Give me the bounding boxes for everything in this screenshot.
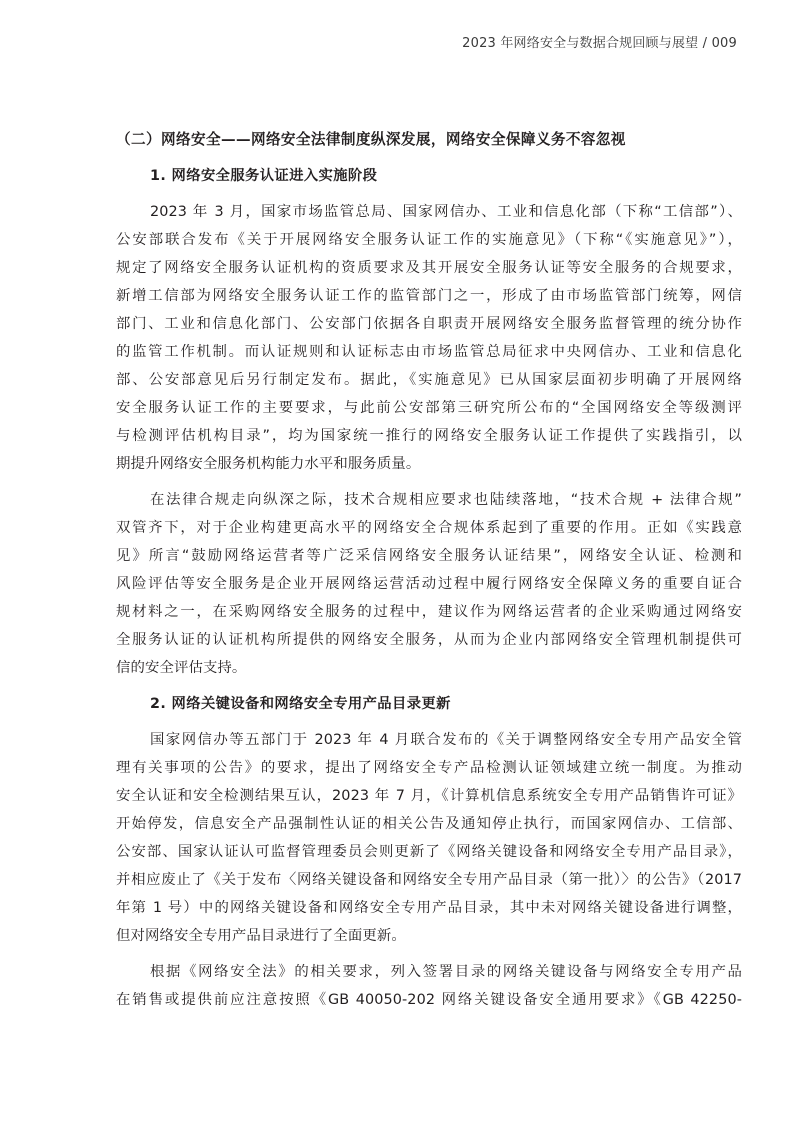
text-line: 安全认证和安全检测结果互认，2023 年 7 月，《计算机信息系统安全专用产品销售许可证》 bbox=[116, 788, 742, 804]
text-line: 全服务认证的认证机构所提供的网络安全服务，从而为企业内部网络安全管理机制提供可 bbox=[116, 632, 742, 648]
text-line: 双管齐下，对于企业构建更高水平的网络安全合规体系起到了重要的作用。正如《实践意 bbox=[116, 520, 742, 536]
text-line: 在法律合规走向纵深之际，技术合规相应要求也陆续落地，“技术合规 + 法律合规” bbox=[150, 492, 742, 508]
text-line: 公安部联合发布《关于开展网络安全服务认证工作的实施意见》（下称“《实施意见》”）， bbox=[116, 232, 742, 248]
text-line: 风险评估等安全服务是企业开展网络运营活动过程中履行网络安全保障义务的重要自证合 bbox=[116, 576, 742, 592]
paragraph bbox=[116, 486, 742, 682]
text-line: 2023 年 3 月，国家市场监管总局、国家网信办、工业和信息化部（下称“工信部”）、 bbox=[150, 204, 742, 220]
text-line: 理有关事项的公告》的要求，提出了网络安全专产品检测认证领域建立统一制度。为推动 bbox=[116, 760, 742, 776]
text-line: 开始停发，信息安全产品强制性认证的相关公告及通知停止执行，而国家网信办、工信部、 bbox=[116, 816, 742, 832]
text-line: 并相应废止了《关于发布〈网络关键设备和网络安全专用产品目录（第一批）〉的公告》（2017 bbox=[116, 872, 742, 888]
section-title: （二）网络安全——网络安全法律制度纵深发展，网络安全保障义务不容忽视 bbox=[116, 131, 626, 148]
paragraph bbox=[116, 726, 742, 950]
text-line: 公安部、国家认证认可监督管理委员会则更新了《网络关键设备和网络安全专用产品目录》， bbox=[116, 844, 742, 860]
text-line: 但对网络安全专用产品目录进行了全面更新。 bbox=[116, 928, 406, 944]
text-line: 新增工信部为网络安全服务认证工作的监管部门之一，形成了由市场监管部门统筹，网信 bbox=[116, 288, 742, 304]
paragraph bbox=[116, 198, 742, 478]
text-line: 见》所言“鼓励网络运营者等广泛采信网络安全服务认证结果”，网络安全认证、检测和 bbox=[116, 548, 742, 564]
text-line: 根据《网络安全法》的相关要求，列入签署目录的网络关键设备与网络安全专用产品 bbox=[150, 964, 742, 980]
running-header: 2023 年网络安全与数据合规回顾与展望 / 009 bbox=[462, 36, 737, 51]
text-line: 的监管工作机制。而认证规则和认证标志由市场监管总局征求中央网信办、工业和信息化 bbox=[116, 344, 742, 360]
text-line: 国家网信办等五部门于 2023 年 4 月联合发布的《关于调整网络安全专用产品安全管 bbox=[150, 732, 742, 748]
subsection-title-1: 1. 网络安全服务认证进入实施阶段 bbox=[150, 168, 378, 184]
text-line: 期提升网络安全服务机构能力水平和服务质量。 bbox=[116, 456, 421, 472]
text-line: 部门、工业和信息化部门、公安部门依据各自职责开展网络安全服务监督管理的统分协作 bbox=[116, 316, 742, 332]
paragraph bbox=[116, 958, 742, 1014]
text-line: 信的安全评估支持。 bbox=[116, 660, 247, 676]
text-line: 年第 1 号）中的网络关键设备和网络安全专用产品目录，其中未对网络关键设备进行调整， bbox=[116, 900, 742, 916]
text-line: 在销售或提供前应注意按照《GB 40050-202 网络关键设备安全通用要求》《GB 42250- bbox=[116, 992, 742, 1008]
text-line: 与检测评估机构目录”，均为国家统一推行的网络安全服务认证工作提供了实践指引，以 bbox=[116, 428, 742, 444]
subsection-title-2: 2. 网络关键设备和网络安全专用产品目录更新 bbox=[150, 696, 451, 712]
document-body bbox=[116, 126, 742, 1022]
text-line: 安全服务认证工作的主要要求，与此前公安部第三研究所公布的“全国网络安全等级测评 bbox=[116, 400, 742, 416]
text-line: 规定了网络安全服务认证机构的资质要求及其开展安全服务认证等安全服务的合规要求， bbox=[116, 260, 742, 276]
text-line: 部、公安部意见后另行制定发布。据此，《实施意见》已从国家层面初步明确了开展网络 bbox=[116, 372, 742, 388]
text-line: 规材料之一，在采购网络安全服务的过程中，建议作为网络运营者的企业采购通过网络安 bbox=[116, 604, 742, 620]
